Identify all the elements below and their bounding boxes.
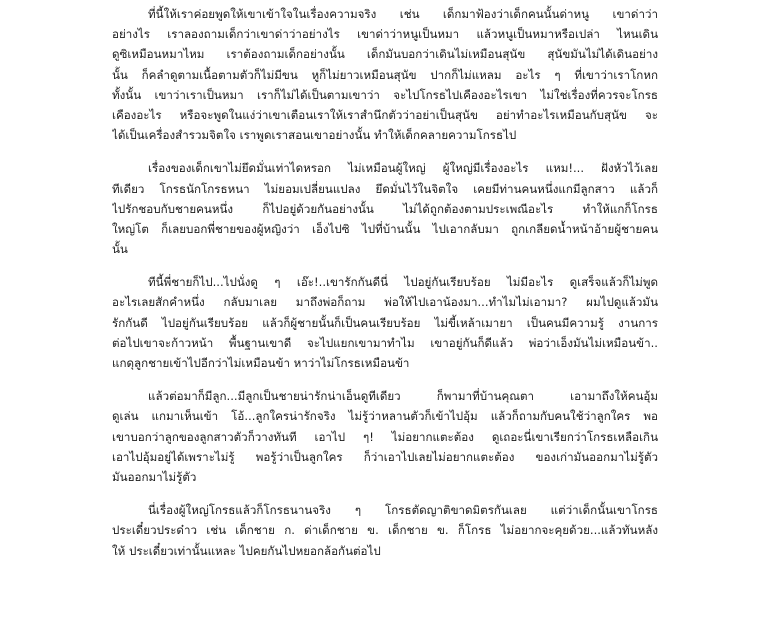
text-line: ดูเล่น แกมาเห็นเข้า โอ้...ลูกใครน่ารักจริง ไม่รู้ว่าหลานตัวก็เข้าไปอุ้ม แล้วก็ถามกับคนใช้ว่าลูกใคร พอ xyxy=(112,409,658,424)
paragraph-1 xyxy=(112,4,658,145)
text-line: ทีนี้พี่ชายก็ไป...ไปนั่งดู ๆ เอ๊ะ!..เขารักกันดีนี่ ไปอยู่กันเรียบร้อย ไม่มีอะไร ดูเสร็จแล้วก็ไม่พูด xyxy=(148,275,658,290)
text-line: ประเดี๋ยวประด๋าว เช่น เด็กชาย ก. ด่าเด็กชาย ข. เด็กชาย ข. ก็โกรธ ไม่อยากจะคุยด้วย...แล้วทันหลัง xyxy=(112,523,658,538)
text-line: เคืองอะไร หรือจะพูดในแง่ว่าเขาเตือนเราให้เราสำนึกตัวว่าอย่าเป็นสุนัข อย่าทำอะไรเหมือนกับสุนัข จะ xyxy=(112,107,658,122)
text-line: ต่อไปเขาจะก้าวหน้า พื้นฐานเขาดี จะไปแยกเขามาทำไม เขาอยู่กันก็ดีแล้ว พ่อว่าเอ็งมันไม่เหมือนข้า.. xyxy=(112,335,658,350)
text-line: ทีเดียว โกรธนักโกรธหนา ไม่ยอมเปลี่ยนแปลง ยึดมั่นไว้ในจิตใจ เคยมีท่านคนหนึ่งแกมีลูกสาว แล้วก็ xyxy=(112,181,658,196)
text-line: นั้น ก็คลำดูตามเนื้อตามตัวก็ไม่มีขน หูก็ไม่ยาวเหมือนสุนัข ปากก็ไม่แหลม อะไร ๆ ที่เขาว่าเราโกหก xyxy=(112,67,658,82)
text-line: ไปรักชอบกับชายคนหนึ่ง ก็ไปอยู่ด้วยกันอย่างนั้น ไม่ได้ถูกต้องตามประเพณีอะไร ทำให้แกก็โกรธ xyxy=(112,201,658,216)
paragraph-2 xyxy=(112,158,658,259)
text-line: เขาบอกว่าลูกของลูกสาวตัวก็วางทันที เอาไป ๆ! ไม่อยากแตะต้อง ดูเถอะนี่เขาเรียกว่าโกรธเหลือเกิน xyxy=(112,429,658,444)
text-line: นี่เรื่องผู้ใหญ่โกรธแล้วก็โกรธนานจริง ๆ โกรธตัดญาติขาดมิตรกันเลย แต่ว่าเด็กนั้นเขาโกรธ xyxy=(148,503,658,518)
paragraph-4 xyxy=(112,386,658,487)
document-page xyxy=(112,4,658,574)
text-line: อะไรเลยสักคำหนึ่ง กลับมาเลย มาถึงพ่อก็ถาม พ่อให้ไปเอาน้องมา...ทำไมไม่เอามา? ผมไปดูแล้วมัน xyxy=(112,295,658,310)
text-line: ที่นี้ให้เราค่อยพูดให้เขาเข้าใจในเรื่องความจริง เช่น เด็กมาฟ้องว่าเด็กคนนั้นด่าหนู เขาด่าว่า xyxy=(148,7,658,21)
text-line: ใหญ่โต ก็เลยบอกพี่ชายของผู้หญิงว่า เอ็งไปซิ ไปที่บ้านนั้น ไปเอากลับมา ถูกเกลียดน้ำหน้าอ้ายผู้ชายคน xyxy=(112,221,658,236)
text-line: นั้น xyxy=(112,242,128,257)
text-line: เอาไปอุ้มอยู่ได้เพราะไม่รู้ พอรู้ว่าเป็นลูกใคร ก็ว่าเอาไปเลยไม่อยากแตะต้อง ของเก่ามันออกมาไม่รู้ตัว xyxy=(112,449,658,464)
paragraph-5 xyxy=(112,500,658,561)
text-line: แล้วต่อมาก็มีลูก...มีลูกเป็นชายน่ารักน่าเอ็นดูทีเดียว ก็พามาที่บ้านคุณตา เอามาถึงให้คนอุ้ม xyxy=(148,389,658,404)
text-line: ได้เป็นเครื่องสำรวมจิตใจ เราพูดเราสอนเขาอย่างนั้น ทำให้เด็กคลายความโกรธไป xyxy=(112,128,517,143)
paragraph-3 xyxy=(112,272,658,373)
text-line: อย่างไร เราลองถามเด็กว่าเขาด่าว่าอย่างไร เขาด่าว่าหนูเป็นหมา แล้วหนูเป็นหมาหรือเปล่า ไหนเดิน xyxy=(112,27,658,42)
text-line: ทั้งนั้น เขาว่าเราเป็นหมา เราก็ไม่ได้เป็นตามเขาว่า จะไปโกรธไปเคืองอะไรเขา ไม่ใช่เรื่องที่ควรจะโกรธ xyxy=(112,87,658,102)
text-line: รักกันดี ไปอยู่กันเรียบร้อย แล้วก็ผู้ชายนั้นก็เป็นคนเรียบร้อย ไม่ขี้เหล้าเมายา เป็นคนมีความรู้ งานการ xyxy=(112,315,658,330)
text-line: แกดุลูกชายเข้าไปอีกว่าไม่เหมือนข้า หาว่าไม่โกรธเหมือนข้า xyxy=(112,356,410,370)
text-line: มันออกมาไม่รู้ตัว xyxy=(112,469,197,484)
text-line: ให้ ประเดี๋ยวเท่านั้นแหละ ไปคยกันไปหยอกล้อกันต่อไป xyxy=(112,543,381,558)
text-line: ดูซิเหมือนหมาไหม เราต้องถามเด็กอย่างนั้น เด็กมันบอกว่าเดินไม่เหมือนสุนัข สุนัขมันไม่ได้เดินอย่าง xyxy=(112,47,658,62)
text-line: เรื่องของเด็กเขาไม่ยึดมั่นเท่าไดหรอก ไม่เหมือนผู้ใหญ่ ผู้ใหญ่มีเรื่องอะไร แหม!... ฝังหัวไว้เลย xyxy=(148,161,658,176)
